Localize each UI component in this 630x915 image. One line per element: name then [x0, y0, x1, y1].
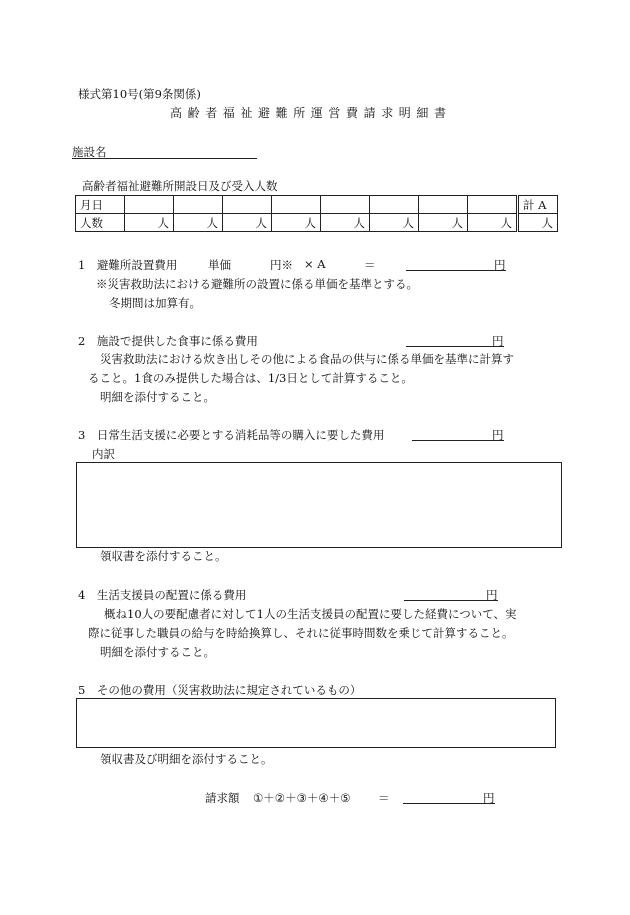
times-a: × A	[304, 257, 326, 271]
facility-name-label: 施設名	[72, 145, 107, 159]
section4-line3: 明細を添付すること。	[100, 645, 215, 659]
yen-note-mark: 円※	[270, 258, 293, 272]
section1-yen: 円	[494, 258, 506, 272]
section2-yen: 円	[492, 334, 504, 348]
section2-line2: ること。1食のみ提供した場合は、1/3日として計算すること。	[88, 371, 413, 385]
section3-heading: 3 日常生活支援に必要とする消耗品等の購入に要した費用	[78, 428, 385, 442]
total-count-cell[interactable]: 人	[518, 214, 558, 232]
section4-amount-field[interactable]	[404, 600, 498, 601]
date-cell[interactable]	[272, 196, 321, 214]
section3-breakdown-label: 内訳	[92, 447, 115, 461]
count-cell[interactable]: 人	[174, 214, 223, 232]
total-equals: ＝	[378, 791, 390, 805]
count-cell[interactable]: 人	[321, 214, 370, 232]
section2-line1: 災害救助法における炊き出しその他による食品の供与に係る単価を基準に計算す	[100, 352, 514, 366]
count-cell[interactable]: 人	[468, 214, 518, 232]
count-cell[interactable]: 人	[272, 214, 321, 232]
section2-heading: 2 施設で提供した食事に係る費用	[78, 334, 258, 348]
section1-amount-field[interactable]	[406, 270, 506, 271]
section2-line3: 明細を添付すること。	[100, 390, 215, 404]
schedule-caption: 高齢者福祉避難所開設日及び受入人数	[82, 179, 278, 193]
section1-note2: 冬期間は加算有。	[109, 296, 201, 310]
section4-line2: 際に従事した職員の給与を時給換算し、それに従事時間数を乗じて計算すること。	[88, 626, 514, 640]
equals-sign: ＝	[364, 258, 376, 272]
breakdown-box[interactable]	[76, 462, 562, 548]
count-cell[interactable]: 人	[370, 214, 419, 232]
total-yen: 円	[483, 791, 495, 805]
section4-heading: 4 生活支援員の配置に係る費用	[78, 588, 247, 602]
total-a-label: 計 A	[518, 196, 558, 214]
unit-price-label: 単価	[208, 258, 231, 272]
table-row-counts	[76, 214, 558, 232]
date-cell[interactable]	[223, 196, 272, 214]
section5-heading: 5 その他の費用（災害救助法に規定されているもの）	[78, 683, 362, 697]
section3-note: 領収書を添付すること。	[100, 549, 227, 563]
row-label-date: 月日	[76, 196, 125, 214]
section3-amount-field[interactable]	[412, 440, 504, 441]
section4-yen: 円	[486, 588, 498, 602]
section1-heading: 1 避難所設置費用	[78, 258, 178, 272]
date-cell[interactable]	[370, 196, 419, 214]
section2-amount-field[interactable]	[406, 346, 504, 347]
section4-line1: 概ね10人の要配慮者に対して1人の生活支援員の配置に要した経費について、実	[104, 607, 517, 621]
other-costs-box[interactable]	[76, 698, 556, 748]
document-title: 高齢者福祉避難所運営費請求明細書	[170, 106, 452, 120]
section5-note: 領収書及び明細を添付すること。	[100, 752, 273, 766]
date-cell[interactable]	[419, 196, 468, 214]
date-cell[interactable]	[468, 196, 518, 214]
count-cell[interactable]: 人	[419, 214, 468, 232]
total-amount-field[interactable]	[403, 803, 495, 804]
schedule-table	[75, 195, 558, 232]
row-label-count: 人数	[76, 214, 125, 232]
section3-yen: 円	[492, 428, 504, 442]
facility-name-field[interactable]	[72, 158, 257, 159]
form-number: 様式第10号(第9条関係)	[78, 87, 201, 101]
total-formula: ①＋②＋③＋④＋⑤	[253, 791, 351, 805]
total-label: 請求額	[205, 791, 240, 805]
date-cell[interactable]	[174, 196, 223, 214]
date-cell[interactable]	[125, 196, 174, 214]
date-cell[interactable]	[321, 196, 370, 214]
table-row-dates	[76, 196, 558, 214]
section1-note1: ※災害救助法における避難所の設置に係る単価を基準とする。	[96, 277, 418, 291]
count-cell[interactable]: 人	[125, 214, 174, 232]
count-cell[interactable]: 人	[223, 214, 272, 232]
